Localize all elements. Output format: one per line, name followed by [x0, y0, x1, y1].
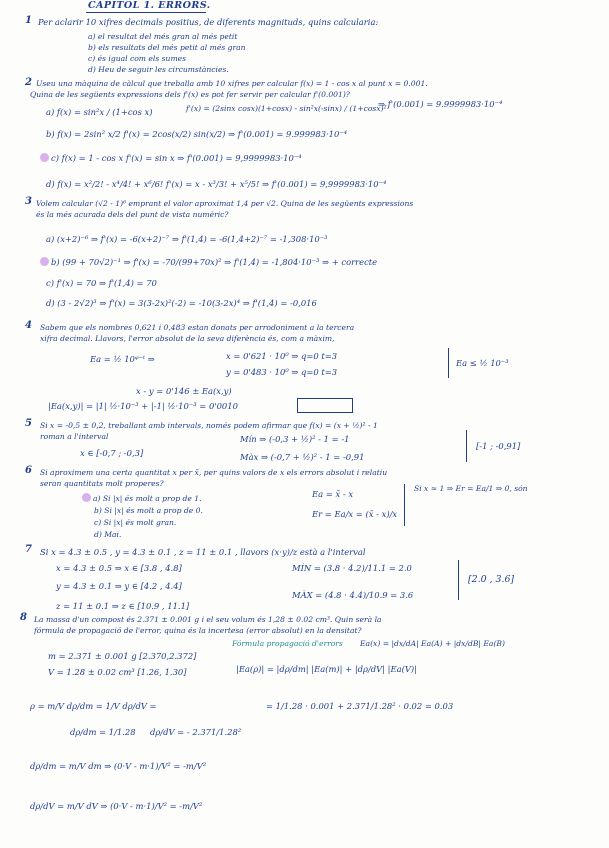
problem-8-dv-work: dρ/dV = m/V dV ⇒ (0·V - m·1)/V² = -m/V²	[30, 801, 203, 811]
problem-6-option-a-text: a) Si |x| és molt a prop de 1.	[93, 494, 202, 503]
problem-4-number: 4	[25, 320, 32, 331]
problem-7-x-interval: x = 4.3 ± 0.5 ⇒ x ∈ [3.8 , 4.8]	[56, 563, 182, 573]
problem-2-option-c	[40, 152, 302, 164]
problem-6-number: 6	[25, 465, 32, 476]
problem-6-stem-line2: seran quantitats molt properes?	[40, 479, 164, 488]
selected-answer-marker	[40, 153, 49, 162]
problem-6-option-a	[82, 493, 202, 505]
title-underline	[86, 12, 206, 13]
problem-7-stem: Si x = 4.3 ± 0.5 , y = 4.3 ± 0.1 , z = 11 ± 0.1 , llavors (x·y)/z està a l'interval	[40, 547, 366, 557]
problem-4-y-value: y = 0'483 · 10⁰ ⇒ q=0 t=3	[226, 367, 338, 377]
page-title: CAPITOL 1. ERRORS.	[88, 0, 211, 11]
problem-8-density-definition: ρ = m/V dρ/dm = 1/V dρ/dV =	[30, 701, 157, 711]
problem-2-option-a-derivative: f'(x) = (2sinx cosx)(1+cosx) - sin²x(-sinx) / (1+cosx)²	[186, 104, 387, 113]
problem-8-formula-note: Fórmula propagació d'errors	[232, 639, 343, 648]
answer-box	[297, 398, 353, 413]
problem-6-option-c: c) Si |x| és molt gran.	[94, 518, 177, 527]
problem-2-option-a: a) f(x) = sin²x / (1+cos x)	[46, 107, 153, 117]
problem-8-mass: m = 2.371 ± 0.001 g [2.370,2.372]	[48, 651, 197, 661]
problem-8-dm-work: dρ/dm = m/V dm ⇒ (0·V - m·1)/V² = -m/V²	[30, 761, 207, 771]
problem-3-option-d: d) (3 - 2√2)³ ⇒ f'(x) = 3(3-2x)²(-2) = -10(3-2x)⁴ ⇒ f'(1,4) = -0,016	[46, 298, 317, 308]
problem-8-result: = 1/1.28 · 0.001 + 2.371/1.28² · 0.02 = 0.03	[266, 701, 454, 711]
problem-8-density-error: |Ea(ρ)| = |dρ/dm| |Ea(m)| + |dρ/dV| |Ea(V)|	[236, 664, 417, 674]
problem-5-stem-line1: Si x = -0,5 ± 0,2, treballant amb intervals, només podem afirmar que f(x) = (x + ½)² - 1	[40, 421, 378, 430]
problem-4-x-value: x = 0'621 · 10⁰ ⇒ q=0 t=3	[226, 351, 338, 361]
problem-6-stem-line1: Si aproximem una certa quantitat x per x̄, per quins valors de x els errors absolut i relatiu	[40, 468, 388, 477]
problem-3-stem-line2: és la més acurada dels del punt de vista numèric?	[36, 210, 229, 219]
problem-6-option-d: d) Mai.	[94, 530, 122, 539]
problem-4-formula: Ea = ½ 10ᵠ⁻ᵗ ⇒	[90, 354, 155, 364]
problem-6-relative-error: Er = Ea/x = (x̄ - x)/x	[312, 509, 398, 519]
selected-answer-marker	[82, 493, 91, 502]
problem-8-stem-line1: La massa d'un compost és 2.371 ± 0.001 g i el seu volum és 1,28 ± 0.02 cm³. Quin serà la	[34, 615, 382, 624]
problem-1-option-a: a) el resultat del més gran al més petit	[88, 32, 238, 41]
problem-4-error-bound: Ea ≤ ½ 10⁻³	[456, 358, 509, 368]
problem-2-option-a-result: ⇒ f'(0.001) = 9.9999983·10⁻⁴	[378, 99, 503, 109]
problem-5-min: Mín ⇒ (-0,3 + ½)² - 1 = -1	[240, 434, 350, 444]
problem-1-option-d: d) Heu de seguir les circumstàncies.	[88, 65, 229, 74]
problem-2-stem-line1: Useu una màquina de càlcul que treballa amb 10 xifres per calcular f(x) = 1 - cos x al punt x = 0.001.	[36, 79, 428, 88]
brace	[448, 348, 449, 378]
problem-3-number: 3	[25, 196, 32, 207]
problem-1-stem: Per aclarir 10 xifres decimals positius, de diferents magnituds, quins calcularia:	[38, 17, 379, 27]
problem-7-min: MÍN = (3.8 · 4.2)/11.1 = 2.0	[292, 563, 412, 573]
problem-8-volume: V = 1.28 ± 0.02 cm³ [1.26, 1.30]	[48, 667, 187, 677]
brace	[466, 430, 467, 462]
problem-7-max: MÀX = (4.8 · 4.4)/10.9 = 3.6	[292, 590, 414, 600]
problem-8-stem-line2: fórmula de propagació de l'error, quina és la incertesa (error absolut) en la densitat?	[34, 626, 362, 635]
divider	[404, 484, 405, 526]
problem-3-option-b-text: b) (99 + 70√2)⁻¹ ⇒ f'(x) = -70/(99+70x)² ⇒ f'(1,4) = -1,804·10⁻³ ⇒ + correcte	[51, 257, 378, 267]
problem-5-max: Màx ⇒ (-0,7 + ½)² - 1 = -0,91	[240, 452, 365, 462]
problem-5-stem-line2: roman a l'interval	[40, 432, 109, 441]
problem-3-option-c: c) f'(x) = 70 ⇒ f'(1,4) = 70	[46, 278, 157, 288]
problem-2-option-d: d) f(x) = x²/2! - x⁴/4! + x⁶/6! f'(x) = x - x³/3! + x⁵/5! ⇒ f'(0.001) = 9,9999983·10⁻⁴	[46, 179, 387, 189]
brace	[458, 560, 459, 600]
problem-6-absolute-error: Ea = x̄ - x	[312, 489, 354, 499]
problem-7-result: [2.0 , 3.6]	[468, 574, 515, 585]
problem-1-number: 1	[25, 15, 32, 26]
problem-6-reasoning: Si x ≈ 1 ⇒ Er = Ea/1 ⇒ 0, són	[414, 484, 528, 493]
selected-answer-marker	[40, 257, 49, 266]
problem-5-number: 5	[25, 418, 32, 429]
problem-4-difference: x - y = 0'146 ± Ea(x,y)	[136, 386, 232, 396]
problem-3-option-a: a) (x+2)⁻⁶ ⇒ f'(x) = -6(x+2)⁻⁷ ⇒ f'(1,4) = -6(1,4+2)⁻⁷ = -1,308·10⁻³	[46, 234, 328, 244]
problem-5-result: [-1 ; -0,91]	[476, 441, 521, 451]
problem-6-option-b: b) Si |x| és molt a prop de 0.	[94, 506, 203, 515]
problem-8-number: 8	[20, 612, 27, 623]
problem-7-number: 7	[25, 544, 32, 555]
problem-4-result: |Ea(x,y)| = |1| ½·10⁻³ + |-1| ½·10⁻³ = 0'0010	[48, 401, 238, 411]
problem-2-stem-line2: Quina de les següents expressions dels f'(x) es pot fer servir per calcular f'(0.001)?	[30, 90, 350, 99]
problem-3-option-b	[40, 256, 377, 268]
problem-7-y-interval: y = 4.3 ± 0.1 ⇒ y ∈ [4.2 , 4.4]	[56, 581, 182, 591]
problem-4-stem-line1: Sabem que els nombres 0,621 i 0,483 estan donats per arrodoniment a la tercera	[40, 323, 355, 332]
problem-2-option-c-text: c) f(x) = 1 - cos x f'(x) = sin x ⇒ f'(0.001) = 9,9999983·10⁻⁴	[51, 153, 302, 163]
problem-3-stem-line1: Volem calcular (√2 - 1)⁶ emprant el valor aproximat 1,4 per √2. Quina de les següents expressions	[36, 199, 414, 208]
problem-2-option-b: b) f(x) = 2sin² x/2 f'(x) = 2cos(x/2) sin(x/2) ⇒ f'(0.001) = 9.999983·10⁻⁴	[46, 129, 348, 139]
problem-8-dv-derivative: dρ/dV = - 2.371/1.28²	[150, 727, 242, 737]
problem-2-number: 2	[25, 77, 32, 88]
problem-8-dm-derivative: dρ/dm = 1/1.28	[70, 727, 136, 737]
problem-4-stem-line2: xifra decimal. Llavors, l'error absolut de la seva diferència és, com a màxim,	[40, 334, 335, 343]
problem-1-option-b: b) els resultats del més petit al més gran	[88, 43, 246, 52]
problem-7-z-interval: z = 11 ± 0.1 ⇒ z ∈ [10.9 , 11.1]	[56, 601, 190, 611]
problem-5-interval-x: x ∈ [-0,7 ; -0,3]	[80, 448, 144, 458]
problem-8-general-formula: Ea(x) = |dx/dA| Ea(A) + |dx/dB| Ea(B)	[360, 639, 505, 648]
problem-1-option-c: c) és igual com els sumes	[88, 54, 187, 63]
